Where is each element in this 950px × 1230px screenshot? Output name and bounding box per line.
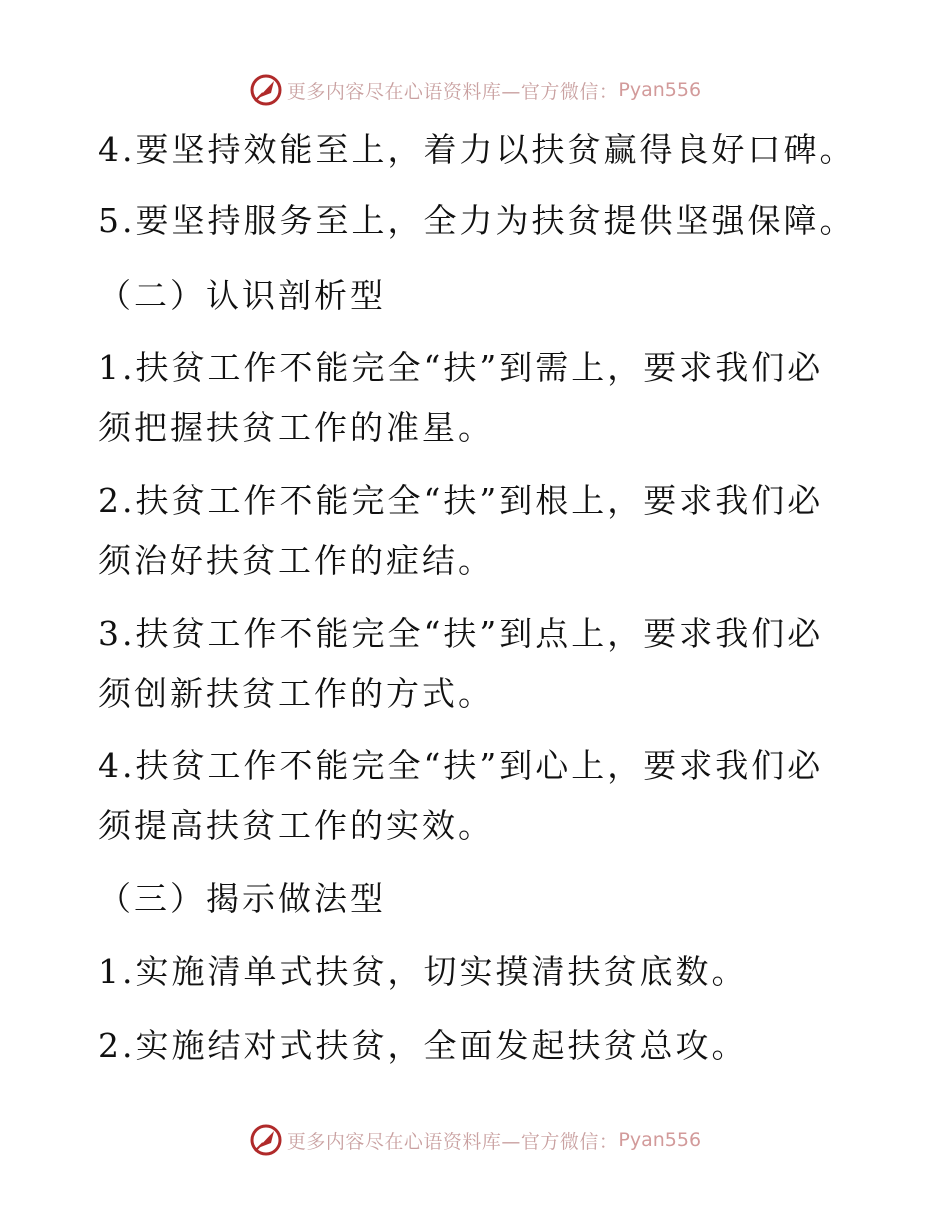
watermark-text: 更多内容尽在心语资料库—官方微信： xyxy=(286,1130,619,1153)
text-line: 4.要坚持效能至上，着力以扶贫赢得良好口碑。 xyxy=(98,130,856,169)
text-line: 1.实施清单式扶贫，切实摸清扶贫底数。 xyxy=(98,952,748,991)
text-line: 4.扶贫工作不能完全“扶”到心上，要求我们必 xyxy=(98,746,824,785)
section-heading: （三）揭示做法型 xyxy=(98,879,386,918)
text-line: 5.要坚持服务至上，全力为扶贫提供坚强保障。 xyxy=(98,201,856,240)
section-heading: （二）认识剖析型 xyxy=(98,276,386,315)
text-line: 1.扶贫工作不能完全“扶”到需上，要求我们必 xyxy=(98,348,824,387)
watermark-wechat-id: Pyan556 xyxy=(618,79,702,101)
watermark-wechat-id: Pyan556 xyxy=(618,1129,702,1151)
text-line: 须提高扶贫工作的实效。 xyxy=(98,806,494,845)
quill-logo-icon xyxy=(249,1123,283,1157)
text-line: 2.实施结对式扶贫，全面发起扶贫总攻。 xyxy=(98,1026,748,1065)
text-line: 须把握扶贫工作的准星。 xyxy=(98,408,494,447)
text-line: 须创新扶贫工作的方式。 xyxy=(98,674,494,713)
watermark-text: 更多内容尽在心语资料库—官方微信： xyxy=(286,80,619,103)
text-line: 须治好扶贫工作的症结。 xyxy=(98,541,494,580)
text-line: 2.扶贫工作不能完全“扶”到根上，要求我们必 xyxy=(98,481,824,520)
watermark-footer xyxy=(0,1122,950,1158)
text-line: 3.扶贫工作不能完全“扶”到点上，要求我们必 xyxy=(98,614,824,653)
